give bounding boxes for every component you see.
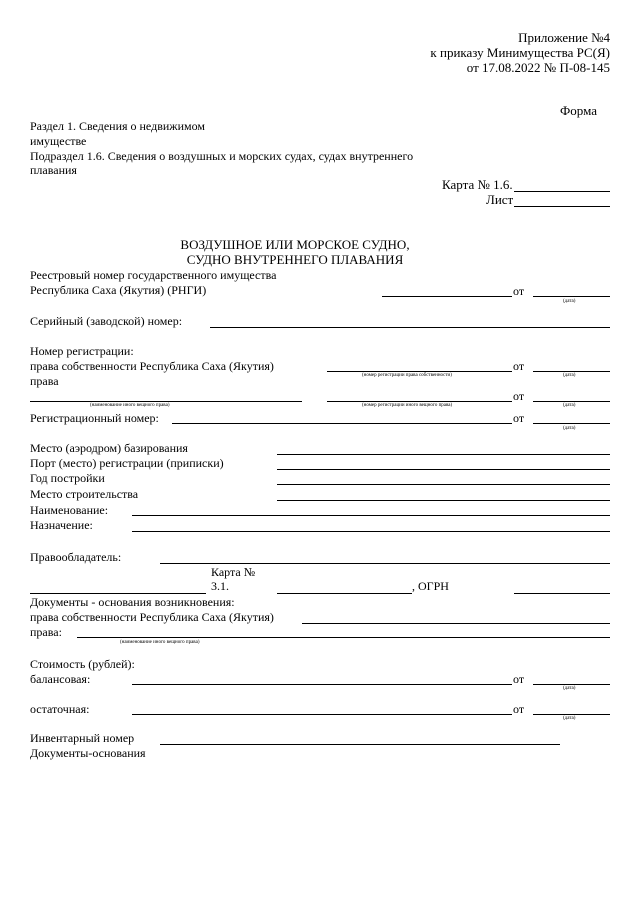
inventory-field[interactable]: [160, 744, 560, 745]
owner-name-field[interactable]: [30, 593, 206, 594]
section-title-cont: имуществе: [30, 134, 87, 148]
reg-number-from: от: [513, 411, 525, 425]
other-right-date-caption: (дата): [563, 403, 576, 408]
owner-card-field[interactable]: [277, 593, 412, 594]
ogrn-label: , ОГРН: [412, 579, 449, 593]
residual-from: от: [513, 702, 525, 716]
balance-date-field[interactable]: [533, 684, 610, 685]
port-label: Порт (место) регистрации (приписки): [30, 456, 224, 470]
other-right-name-caption: (наименование иного вещного права): [90, 403, 170, 408]
sheet-field[interactable]: [514, 206, 610, 207]
other-right-date-field[interactable]: [533, 401, 610, 402]
ownership-date-caption: (дата): [563, 373, 576, 378]
documents-right-label: права:: [30, 625, 62, 639]
documents-right-caption: (наименование иного вещного права): [120, 640, 200, 645]
documents-right-field[interactable]: [77, 637, 610, 638]
balance-label: балансовая:: [30, 672, 91, 686]
ownership-from: от: [513, 359, 525, 373]
registry-number-field[interactable]: [382, 296, 512, 297]
year-field[interactable]: [277, 484, 610, 485]
owner-field[interactable]: [160, 563, 610, 564]
section-title: Раздел 1. Сведения о недвижимом: [30, 119, 205, 133]
registry-label: Реестровый номер государственного имущества: [30, 268, 277, 282]
card-number-label: Карта № 1.6.: [442, 177, 513, 192]
ownership-date-field[interactable]: [533, 371, 610, 372]
registry-date-field[interactable]: [533, 296, 610, 297]
appendix-title: Приложение №4: [518, 30, 610, 45]
ogrn-field[interactable]: [514, 593, 610, 594]
purpose-field[interactable]: [132, 531, 610, 532]
subsection-title-cont: плавания: [30, 163, 77, 177]
form-label: Форма: [560, 103, 597, 118]
cost-label: Стоимость (рублей):: [30, 657, 135, 671]
residual-date-caption: (дата): [563, 716, 576, 721]
residual-label: остаточная:: [30, 702, 90, 716]
inventory-docs-label: Документы-основания: [30, 746, 146, 760]
other-right-name-field[interactable]: [30, 401, 302, 402]
reg-number-date-caption: (дата): [563, 426, 576, 431]
document-title-cont: СУДНО ВНУТРЕННЕГО ПЛАВАНИЯ: [186, 252, 404, 267]
card-number-field[interactable]: [514, 191, 610, 192]
sheet-label: Лист: [486, 192, 514, 207]
reg-number-label: Регистрационный номер:: [30, 411, 159, 425]
reg-number-date-field[interactable]: [533, 423, 610, 424]
document-title: ВОЗДУШНОЕ ИЛИ МОРСКОЕ СУДНО,: [180, 237, 410, 252]
residual-date-field[interactable]: [533, 714, 610, 715]
serial-field[interactable]: [210, 327, 610, 328]
balance-from: от: [513, 672, 525, 686]
base-label: Место (аэродром) базирования: [30, 441, 188, 455]
port-field[interactable]: [277, 469, 610, 470]
registry-from: от: [513, 284, 525, 298]
balance-field[interactable]: [132, 684, 512, 685]
serial-label: Серийный (заводской) номер:: [30, 314, 183, 328]
registration-label: Номер регистрации:: [30, 344, 134, 358]
other-right-number-field[interactable]: [327, 401, 512, 402]
ownership-registration-caption: (номер регистрации права собственности): [362, 373, 452, 378]
appendix-date: от 17.08.2022 № П-08-145: [466, 60, 610, 75]
owner-label: Правообладатель:: [30, 550, 122, 564]
owner-card-label: Карта №: [211, 565, 256, 579]
name-field[interactable]: [132, 515, 610, 516]
inventory-label: Инвентарный номер: [30, 731, 135, 745]
place-field[interactable]: [277, 500, 610, 501]
documents-ownership-field[interactable]: [302, 623, 610, 624]
owner-card-number: 3.1.: [211, 579, 229, 593]
documents-ownership-label: права собственности Республика Саха (Якутия): [30, 610, 274, 624]
place-label: Место строительства: [30, 487, 139, 501]
appendix-order: к приказу Минимущества РС(Я): [430, 45, 610, 60]
reg-number-field[interactable]: [172, 423, 512, 424]
registry-date-caption: (дата): [563, 299, 576, 304]
ownership-registration-field[interactable]: [327, 371, 512, 372]
residual-field[interactable]: [132, 714, 512, 715]
base-field[interactable]: [277, 454, 610, 455]
registration-right-label: права: [30, 374, 59, 388]
other-right-from: от: [513, 389, 525, 403]
other-right-number-caption: (номер регистрации иного вещного права): [362, 403, 453, 408]
registration-ownership-label: права собственности Республика Саха (Якутия): [30, 359, 274, 373]
balance-date-caption: (дата): [563, 686, 576, 691]
purpose-label: Назначение:: [30, 518, 93, 532]
name-label: Наименование:: [30, 503, 109, 517]
documents-label: Документы - основания возникновения:: [30, 595, 235, 609]
year-label: Год постройки: [30, 471, 105, 485]
registry-label-cont: Республика Саха (Якутия) (РНГИ): [30, 283, 207, 297]
subsection-title: Подраздел 1.6. Сведения о воздушных и морских судах, судах внутреннего: [30, 149, 414, 163]
